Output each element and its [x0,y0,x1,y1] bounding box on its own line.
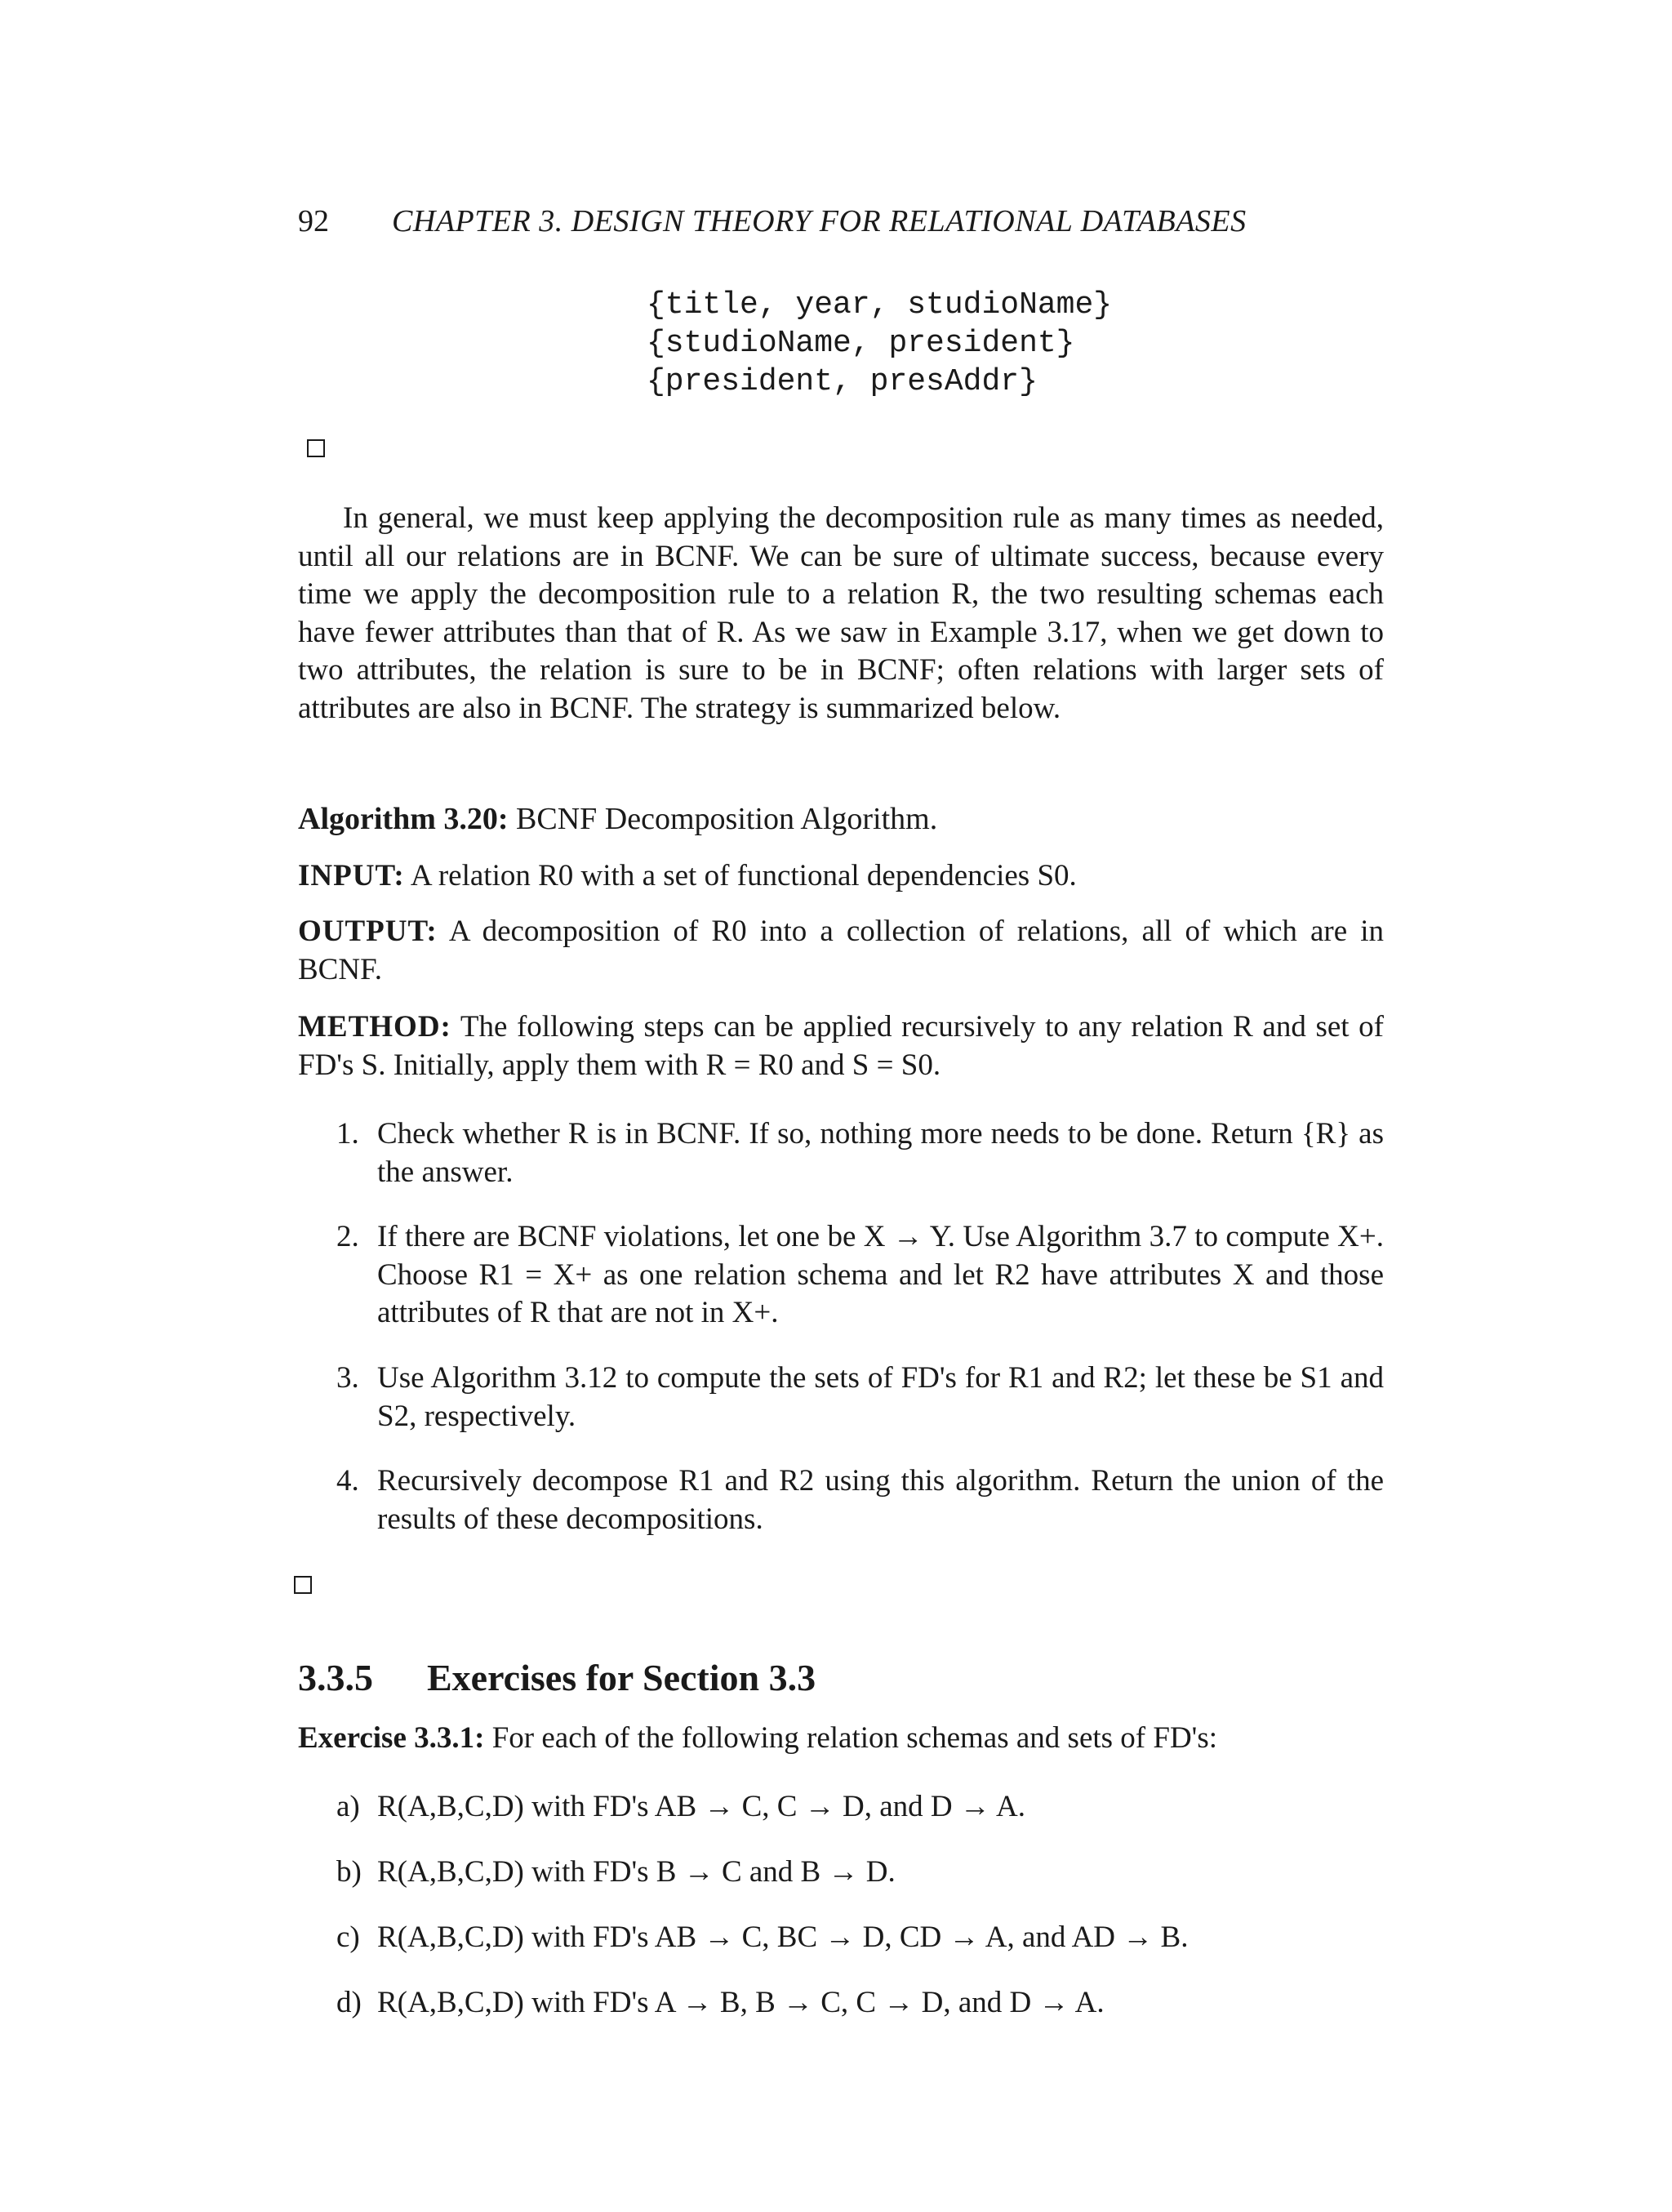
end-of-example-box [307,439,325,457]
step-text: Use Algorithm 3.12 to compute the sets of FD's for R1 and R2; let these be S1 and S2, respectively. [377,1361,1384,1433]
step-text: Recursively decompose R1 and R2 using this algorithm. Return the union of the results of these decompositions. [377,1464,1384,1536]
step-text: If there are BCNF violations, let one be X → Y. Use Algorithm 3.7 to compute X+. Choose R1 = X+ as one relation schema and let R2 have attributes X and those attributes of R that are not in X+. [377,1220,1384,1329]
exercise-label: Exercise 3.3.1: [298,1721,485,1755]
algorithm-step [336,1115,1384,1191]
method-label: METHOD: [298,1010,451,1044]
algorithm-step [336,1360,1384,1435]
output-label: OUTPUT: [298,915,438,948]
step-number: 4. [336,1464,359,1498]
page-number: 92 [298,204,329,238]
item-label: c) [336,1920,360,1954]
step-text: Check whether R is in BCNF. If so, nothing more needs to be done. Return {R} as the answer. [377,1117,1384,1189]
chapter-title: CHAPTER 3. DESIGN THEORY FOR RELATIONAL DATABASES [392,204,1247,238]
item-label: b) [336,1855,362,1889]
algorithm-label: Algorithm 3.20: [298,802,509,836]
output-text: A decomposition of R0 into a collection of relations, all of which are in BCNF. [298,915,1384,986]
step-number: 3. [336,1361,359,1395]
step-number: 1. [336,1117,359,1151]
exercise-text: For each of the following relation schemas and sets of FD's: [491,1721,1218,1755]
schema-list [647,286,1112,401]
item-text: R(A,B,C,D) with FD's B → C and B → D. [377,1855,896,1889]
algorithm-title [298,800,937,838]
exercise-item [336,1919,1188,1956]
exercise-item [336,1854,896,1891]
exercise-item [336,1788,1025,1826]
algorithm-step [336,1462,1384,1538]
body-paragraph: In general, we must keep applying the decomposition rule as many times as needed, until all our relations are in BCNF. We can be sure of ultimate success, because every time we apply the decomposition rule to a relation R, the two resulting schemas each have fewer attributes than that of R. As we saw in Example 3.17, when we get down to two attributes, the relation is sure to be in BCNF; often relations with larger sets of attributes are also in BCNF. The strategy is summarized below. [298,501,1384,725]
item-label: d) [336,1986,362,2019]
algorithm-name: BCNF Decomposition Algorithm. [516,802,938,836]
step-number: 2. [336,1220,359,1253]
item-label: a) [336,1790,360,1823]
input-label: INPUT: [298,859,405,892]
schema-line: {studioName, president} [647,326,1075,361]
algorithm-output [298,913,1384,989]
algorithm-method [298,1008,1384,1084]
item-text: R(A,B,C,D) with FD's A → B, B → C, C → D, and D → A. [377,1986,1105,2019]
algorithm-step [336,1218,1384,1333]
section-number: 3.3.5 [298,1657,373,1698]
section-title: Exercises for Section 3.3 [427,1657,816,1698]
end-of-algorithm-box [294,1576,312,1594]
input-text: A relation R0 with a set of functional dependencies S0. [410,859,1077,892]
running-header [298,203,1384,240]
exercise-intro [298,1720,1384,1757]
schema-line: {president, presAddr} [647,364,1038,399]
method-text: The following steps can be applied recursively to any relation R and set of FD's S. Initially, apply them with R = R0 and S = S0. [298,1010,1384,1082]
item-text: R(A,B,C,D) with FD's AB → C, C → D, and D → A. [377,1790,1026,1823]
schema-line: {title, year, studioName} [647,287,1113,323]
item-text: R(A,B,C,D) with FD's AB → C, BC → D, CD → A, and AD → B. [377,1920,1189,1954]
algorithm-input [298,857,1384,896]
exercise-item [336,1984,1105,2022]
section-heading [298,1655,816,1701]
